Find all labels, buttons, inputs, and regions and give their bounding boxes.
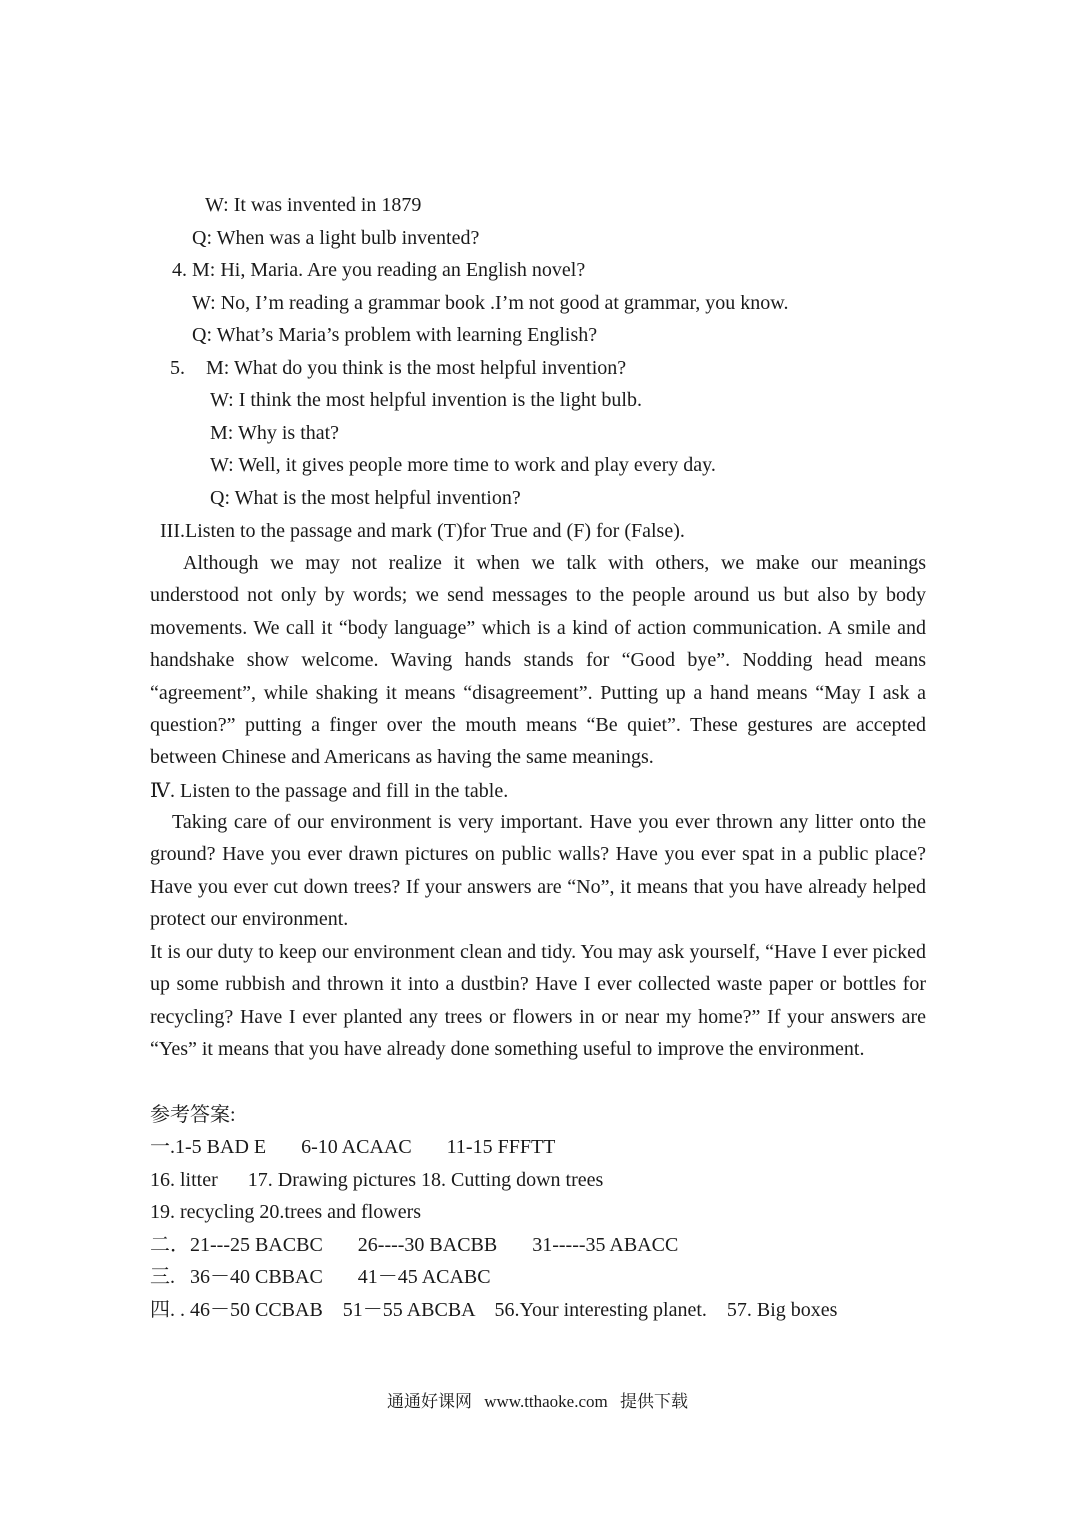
item-number: 5.	[170, 357, 185, 379]
question-line: Q: What’s Maria’s problem with learning English?	[192, 324, 598, 346]
dialogue-line: M: What do you think is the most helpful invention?	[206, 357, 627, 379]
dialogue-line: W: I think the most helpful invention is the light bulb.	[210, 389, 642, 411]
passage-text: It is our duty to keep our environment clean and tidy. You may ask yourself, “Have I ever picked up some rubbish and thrown it into a dustbin? Have I ever collected waste paper or bottles for recycling? Have I ever planted any trees or flowers in or near my home?” If your answers are “Yes” it means that you have already done something useful to improve the environment.	[150, 941, 926, 1061]
answer-line: 16. litter 17. Drawing pictures 18. Cutting down trees	[150, 1169, 604, 1191]
answer-line: 四. . 46－50 CCBAB 51－55 ABCBA 56.Your interesting planet. 57. Big boxes	[150, 1299, 838, 1321]
page-footer	[0, 1391, 1075, 1413]
footer-url[interactable]: www.tthaoke.com	[484, 1392, 608, 1411]
passage-environment-1	[150, 806, 926, 936]
question-line: Q: What is the most helpful invention?	[210, 487, 521, 509]
section-heading-part4: Ⅳ. Listen to the passage and fill in the table.	[150, 780, 509, 802]
answer-line: 一.1-5 BAD E 6-10 ACAAC 11-15 FFFTT	[150, 1136, 556, 1158]
passage-text: Although we may not realize it when we talk with others, we make our meanings understood not only by words; we send messages to the people around us but also by body movements. We call it “body language” which is a kind of action communication. A smile and handshake show welcome. Waving hands stands for “Good bye”. Nodding head means “agreement”, while shaking it means “disagreement”. Putting up a hand means “May I ask a question?” putting a finger over the mouth means “Be quiet”. These gestures are accepted between Chinese and Americans as having the same meanings.	[150, 552, 926, 769]
answer-line: 二．21---25 BACBC 26----30 BACBB 31-----35 ABACC	[150, 1234, 679, 1256]
section-heading-part3: III.Listen to the passage and mark (T)for True and (F) for (False).	[160, 520, 685, 542]
answer-line: 三. 36－40 CBBAC 41－45 ACABC	[150, 1266, 491, 1288]
question-line: Q: When was a light bulb invented?	[192, 227, 480, 249]
footer-note: 提供下载	[620, 1392, 689, 1411]
dialogue-line: W: Well, it gives people more time to work and play every day.	[210, 454, 716, 476]
passage-environment-2	[150, 936, 926, 1066]
answer-key-heading: 参考答案:	[150, 1104, 236, 1126]
dialogue-line: W: No, I’m reading a grammar book .I’m not good at grammar, you know.	[192, 292, 789, 314]
dialogue-line: W: It was invented in 1879	[205, 194, 422, 216]
footer-site-name: 通通好课网	[386, 1392, 472, 1411]
dialogue-line: M: Why is that?	[210, 422, 340, 444]
passage-text: Taking care of our environment is very important. Have you ever thrown any litter onto the ground? Have you ever drawn pictures on public walls? Have you ever spat in a public place? Have you ever cut down trees? If your answers are “No”, it means that you have already helped protect our environment.	[150, 811, 926, 931]
answer-line: 19. recycling 20.trees and flowers	[150, 1201, 422, 1223]
passage-body-language	[150, 547, 926, 774]
dialogue-line: 4. M: Hi, Maria. Are you reading an English novel?	[172, 259, 586, 281]
